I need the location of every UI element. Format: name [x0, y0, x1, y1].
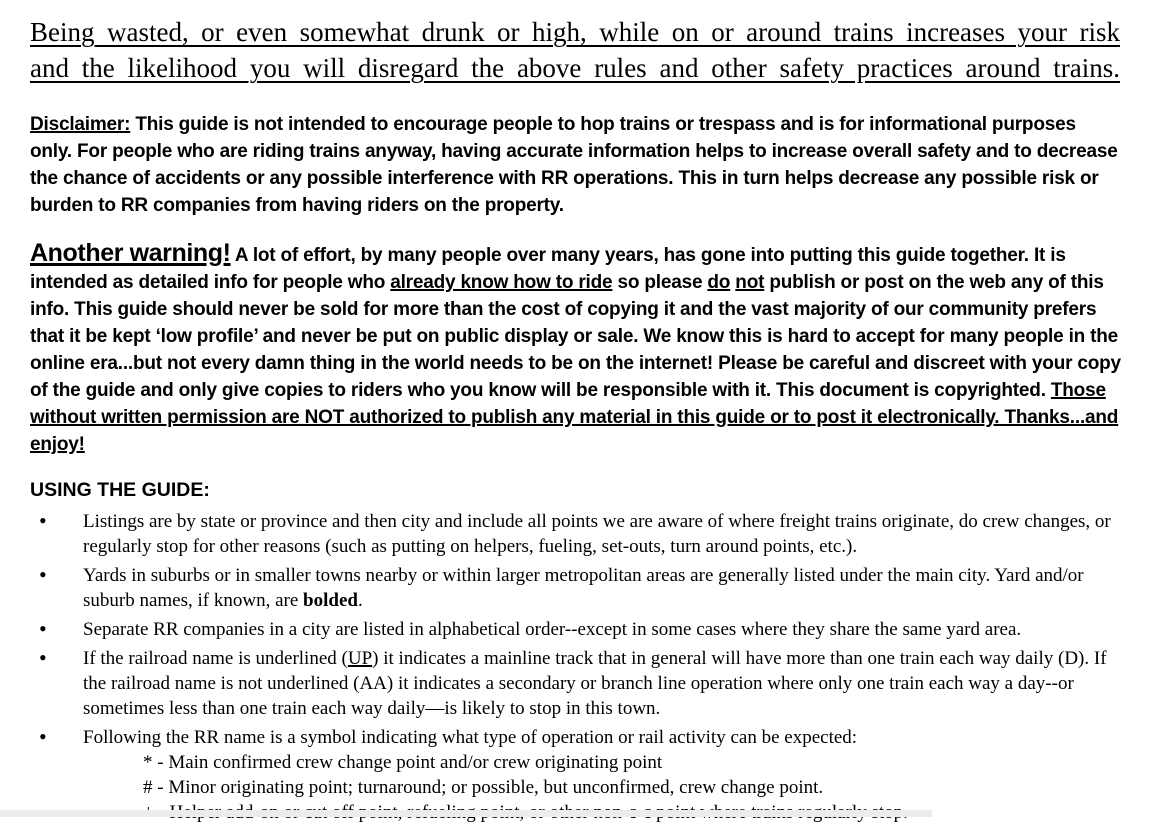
disclaimer-text: This guide is not intended to encourage people to hop trains or trespass and is for informational purposes only. For people who are riding trains anyway, having accurate information helps to increase overall safety and to decrease the chance of accidents or any possible interference with RR operations. This in turn helps decrease any possible risk or burden to RR companies from having riders on the property. [30, 114, 1118, 216]
bullet-text: Listings are by state or province and then city and include all points we are aware of where freight trains originate, do crew changes, or regularly stop for other reasons (such as putting on helpers, fueling, set-outs, turn around points, etc.). [83, 511, 1111, 557]
using-the-guide-heading: USING THE GUIDE: [30, 479, 210, 501]
symbol-definition-asterisk: * - Main confirmed crew change point and/or crew originating point [143, 752, 663, 773]
bullet-text: Yards in suburbs or in smaller towns nearby or within larger metropolitan areas are generally listed under the main city. Yard and/or suburb names, if known, are bolded. [83, 565, 1084, 611]
bullet-text: Separate RR companies in a city are listed in alphabetical order--except in some cases where they share the same yard area. [83, 619, 1022, 640]
bullet-text: If the railroad name is underlined (UP) it indicates a mainline track that in general will have more than one train each way daily (D). If the railroad name is not underlined (AA) it indicates a secondary or branch line operation where only one train each way a day--or sometimes less than one train each way daily—is likely to stop in this town. [83, 648, 1107, 719]
bullet-text: Following the RR name is a symbol indicating what type of operation or rail activity can be expected: [83, 727, 858, 748]
guide-usage-bullet-list [30, 509, 1125, 825]
bullet-alphabetical-order [30, 617, 1125, 642]
another-warning-paragraph [30, 240, 1122, 458]
disclaimer-paragraph [30, 111, 1122, 219]
another-warning-label: Another warning! [30, 239, 231, 267]
bullet-yards [30, 563, 1125, 613]
banner-line: Being wasted, or even somewhat drunk or high, while on or around trains increases your risk [30, 17, 1120, 47]
disclaimer-label: Disclaimer: [30, 114, 131, 135]
bullet-underlined-names [30, 646, 1125, 721]
symbol-definition-hash: # - Minor originating point; turnaround; or possible, but unconfirmed, crew change point. [143, 777, 824, 798]
another-warning-text: A lot of effort, by many people over many years, has gone into putting this guide together. It is intended as detailed info for people who already know how to ride so please do not publish or post on the web any of this info. This guide should never be sold for more than the cost of copying it and the vast majority of our community prefers that it be kept ‘low profile’ and never be put on public display or sale. We know this is hard to accept for many people in the online era...but not every damn thing in the world needs to be on the internet! Please be careful and discreet with your copy of the guide and only give copies to riders who you know will be responsible with it. This document is copyrighted. Those without written permission are NOT authorized to publish any material in this guide or to post it electronically. Thanks...and enjoy! [30, 245, 1121, 455]
banner-line: and the likelihood you will disregard the above rules and other safety practices around trains. [30, 53, 1120, 83]
intoxication-warning-banner [30, 14, 1120, 86]
bullet-listings [30, 509, 1125, 559]
scan-bottom-edge [0, 810, 932, 817]
